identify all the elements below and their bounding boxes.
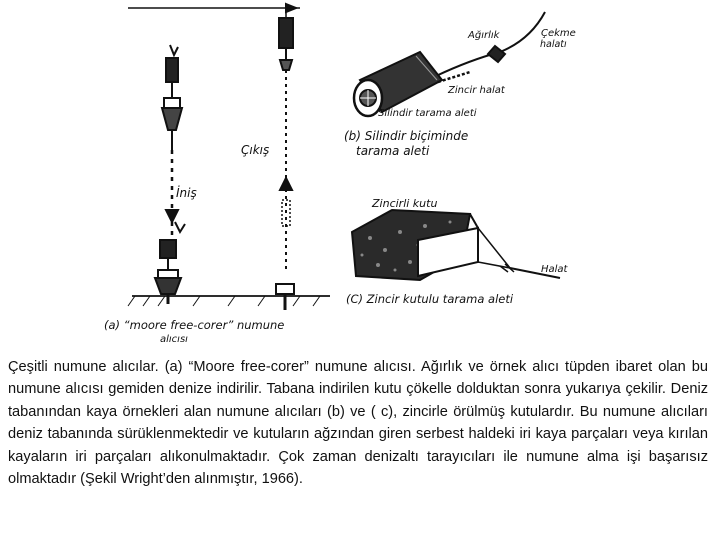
corer-tube-in-sediment bbox=[276, 284, 294, 310]
panel-a-label-line2: alıcısı bbox=[160, 334, 188, 345]
ascent-label: Çıkış bbox=[241, 143, 270, 157]
panel-c-drawing bbox=[352, 210, 560, 280]
panel-a-drawing bbox=[128, 4, 330, 310]
sampler-figure bbox=[95, 0, 585, 350]
panel-b-label-1: (b) Silindir biçiminde bbox=[344, 129, 469, 143]
weight bbox=[488, 46, 505, 62]
chain-box-label: Zincirli kutu bbox=[372, 197, 438, 210]
panel-b-drawing bbox=[354, 12, 545, 116]
cylinder-dredge bbox=[354, 52, 442, 116]
float-with-flag bbox=[279, 4, 296, 70]
down-arrow bbox=[166, 210, 178, 222]
panel-a-label: (a) “moore free-corer” numune bbox=[104, 318, 285, 332]
panel-b-label-2: tarama aleti bbox=[356, 144, 430, 158]
tow-rope-label-1: Çekme bbox=[541, 28, 576, 39]
tow-rope bbox=[436, 12, 545, 76]
descent-label: İniş bbox=[176, 186, 197, 200]
descending-corer-top bbox=[162, 45, 182, 150]
tow-rope-label-2: halatı bbox=[540, 39, 567, 50]
panel-c-label: (C) Zincir kutulu tarama aleti bbox=[346, 292, 514, 306]
weight-label: Ağırlık bbox=[468, 30, 500, 41]
rope-label: Halat bbox=[541, 264, 568, 275]
cylinder-label: Silindir tarama aleti bbox=[378, 108, 477, 119]
up-arrow bbox=[280, 178, 292, 190]
corer-on-seabed bbox=[155, 222, 185, 294]
chain-rope-label: Zincir halat bbox=[448, 85, 505, 96]
figure-caption: Çeşitli numune alıcılar. (a) “Moore free-corer” numune alıcısı. Ağırlık ve örnek alıcı tüpden ibaret olan bu numune alıcısı gemiden denize indirilir. Tabana indirilen kutu çökelle dolduktan sonra yukarıya çekilir. Deniz tabanından kaya örnekleri alan numune alıcıları (b) ve ( c), zincirle örülmüş kutulardır. Bu numune alıcıları deniz tabanında sürüklenmektedir ve kutuların ağzından giren serbest haldeki iri kaya parçaları veya kırılan kayaların iri parçaları alıkonulmaktadır. Çok zaman denizaltı tarayıcıları ile numune alma işi başarısız olmaktadır (Şekil Wright’den alınmıştır, 1966). bbox=[8, 359, 708, 488]
